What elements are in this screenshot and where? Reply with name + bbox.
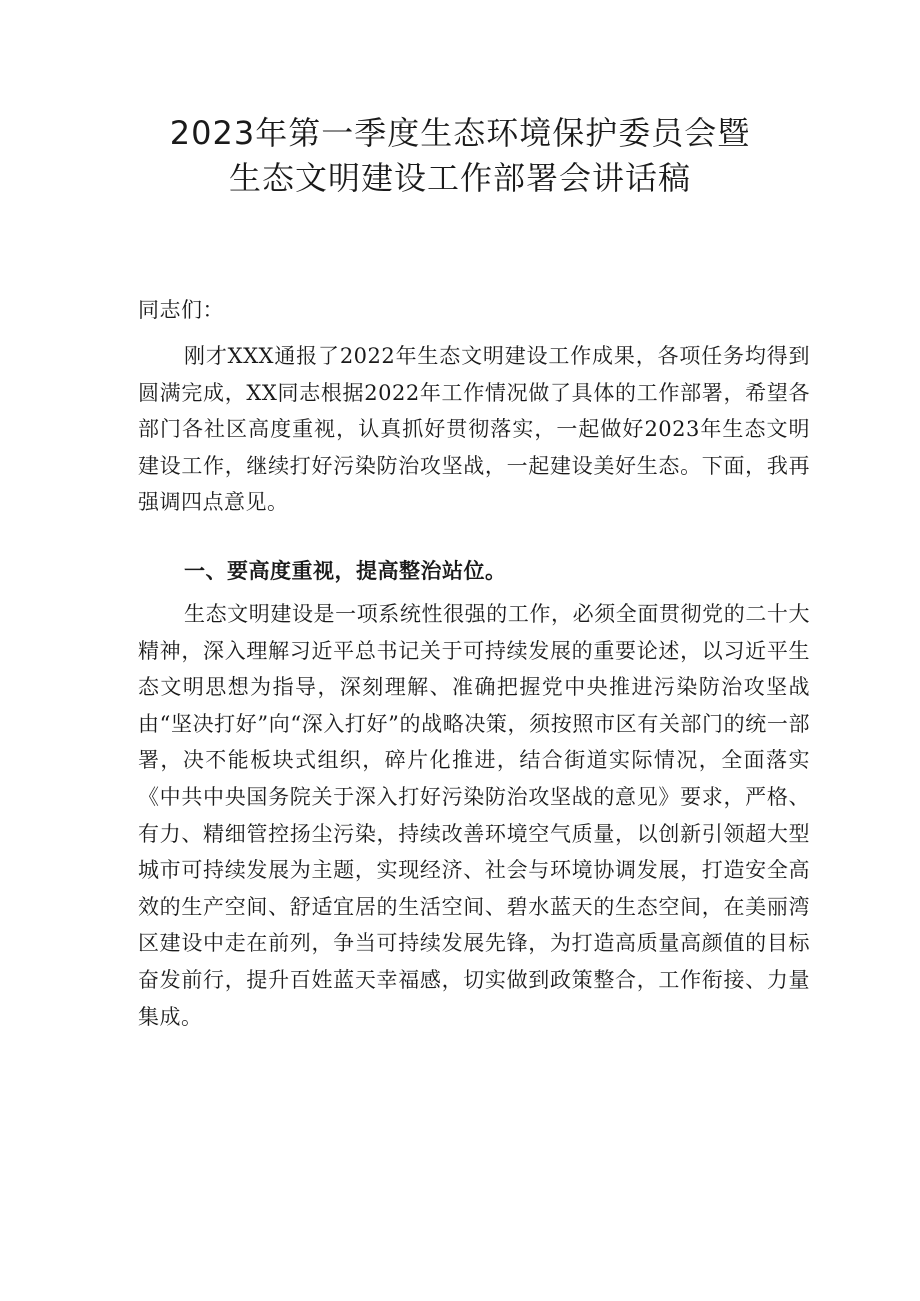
salutation: 同志们：	[138, 298, 224, 322]
section-1-paragraph: 生态文明建设是一项系统性很强的工作，必须全面贯彻党的二十大精神，深入理解习近平总书记关于可持续发展的重要论述，以习近平生态文明思想为指导，深刻理解、准确把握党中央推进污染防治攻坚战由“坚决打好”向“深入打好”的战略决策，须按照市区有关部门的统一部署，决不能板块式组织，碎片化推进，结合街道实际情况，全面落实《中共中央国务院关于深入打好污染防治攻坚战的意见》要求，严格、有力、精细管控扬尘污染，持续改善环境空气质量，以创新引领超大型城市可持续发展为主题，实现经济、社会与环境协调发展，打造安全高效的生产空间、舒适宜居的生活空间、碧水蓝天的生态空间，在美丽湾区建设中走在前列，争当可持续发展先锋，为打造高质量高颜值的目标奋发前行，提升百姓蓝天幸福感，切实做到政策整合，工作衔接、力量集成。	[138, 602, 810, 1029]
section-heading-1: 一、要高度重视，提高整治站位。	[184, 559, 507, 583]
document-title-line-2: 生态文明建设工作部署会讲话稿	[228, 159, 691, 197]
opening-paragraph: 刚才XXX通报了2022年生态文明建设工作成果，各项任务均得到圆满完成，XX同志根据2022年工作情况做了具体的工作部署，希望各部门各社区高度重视，认真抓好贯彻落实，一起做好2023年生态文明建设工作，继续打好污染防治攻坚战，一起建设美好生态。下面，我再强调四点意见。	[138, 344, 810, 515]
document-title-line-1: 2023年第一季度生态环境保护委员会暨	[169, 114, 751, 152]
